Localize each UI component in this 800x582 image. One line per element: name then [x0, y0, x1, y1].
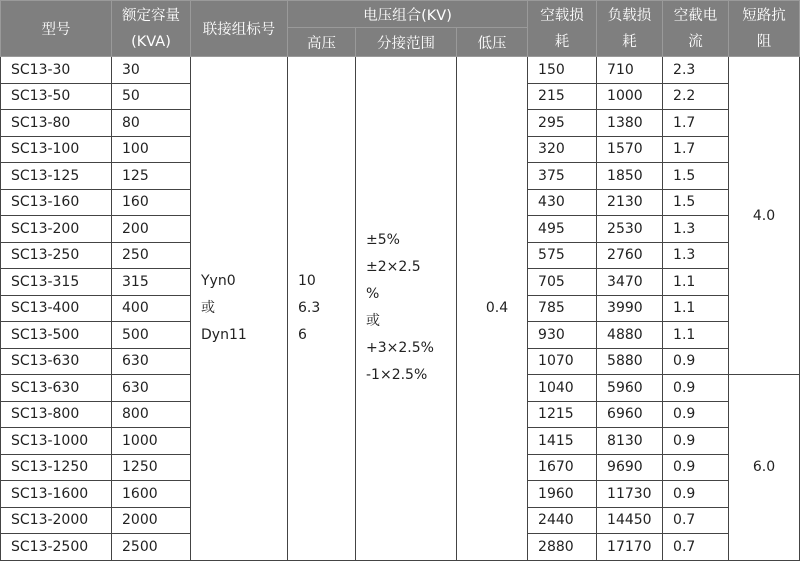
cell-no-load-current: 0.9 — [663, 428, 729, 455]
cell-impedance: 6.0 — [729, 375, 800, 561]
cell-capacity: 1250 — [112, 454, 191, 481]
cell-load-loss: 1000 — [597, 83, 663, 110]
cell-no-load-loss: 1070 — [528, 348, 597, 375]
cell-capacity: 800 — [112, 401, 191, 428]
header-impedance: 短路抗 阻 — [729, 1, 800, 57]
cell-no-load-current: 0.7 — [663, 534, 729, 561]
cell-no-load-loss: 1215 — [528, 401, 597, 428]
cell-high-voltage: 10 6.3 6 — [288, 57, 356, 561]
cell-no-load-loss: 1670 — [528, 454, 597, 481]
cell-capacity: 250 — [112, 242, 191, 269]
cell-load-loss: 3990 — [597, 295, 663, 322]
cell-load-loss: 8130 — [597, 428, 663, 455]
cell-model: SC13-500 — [1, 322, 112, 349]
cell-no-load-current: 0.9 — [663, 375, 729, 402]
cell-no-load-loss: 785 — [528, 295, 597, 322]
cell-no-load-loss: 375 — [528, 163, 597, 190]
header-tap-range: 分接范围 — [356, 28, 457, 57]
cell-model: SC13-400 — [1, 295, 112, 322]
cell-model: SC13-2000 — [1, 507, 112, 534]
cell-no-load-current: 1.5 — [663, 189, 729, 216]
header-hv: 高压 — [288, 28, 356, 57]
cell-no-load-current: 1.1 — [663, 295, 729, 322]
cell-no-load-loss: 1040 — [528, 375, 597, 402]
cell-model: SC13-1000 — [1, 428, 112, 455]
header-load-loss: 负载损 耗 — [597, 1, 663, 57]
cell-no-load-current: 1.7 — [663, 136, 729, 163]
cell-load-loss: 6960 — [597, 401, 663, 428]
cell-model: SC13-30 — [1, 57, 112, 84]
cell-capacity: 500 — [112, 322, 191, 349]
cell-no-load-loss: 430 — [528, 189, 597, 216]
cell-no-load-current: 0.9 — [663, 454, 729, 481]
header-no-load-loss: 空载损 耗 — [528, 1, 597, 57]
cell-model: SC13-630 — [1, 348, 112, 375]
cell-no-load-current: 0.9 — [663, 348, 729, 375]
cell-model: SC13-1250 — [1, 454, 112, 481]
cell-capacity: 30 — [112, 57, 191, 84]
header-no-load-current: 空截电 流 — [663, 1, 729, 57]
cell-impedance: 4.0 — [729, 57, 800, 375]
cell-capacity: 100 — [112, 136, 191, 163]
cell-capacity: 1000 — [112, 428, 191, 455]
header-lv: 低压 — [457, 28, 528, 57]
cell-capacity: 630 — [112, 348, 191, 375]
table-body — [1, 57, 800, 561]
cell-no-load-loss: 215 — [528, 83, 597, 110]
cell-model: SC13-2500 — [1, 534, 112, 561]
table-row — [1, 57, 800, 84]
cell-no-load-current: 1.1 — [663, 269, 729, 296]
cell-no-load-current: 2.3 — [663, 57, 729, 84]
cell-capacity: 2500 — [112, 534, 191, 561]
cell-model: SC13-800 — [1, 401, 112, 428]
cell-load-loss: 9690 — [597, 454, 663, 481]
cell-load-loss: 14450 — [597, 507, 663, 534]
cell-model: SC13-50 — [1, 83, 112, 110]
cell-no-load-loss: 150 — [528, 57, 597, 84]
cell-model: SC13-125 — [1, 163, 112, 190]
cell-load-loss: 2130 — [597, 189, 663, 216]
cell-load-loss: 3470 — [597, 269, 663, 296]
cell-load-loss: 2530 — [597, 216, 663, 243]
cell-connection-group: Yyn0 或 Dyn11 — [191, 57, 288, 561]
cell-model: SC13-100 — [1, 136, 112, 163]
cell-capacity: 630 — [112, 375, 191, 402]
cell-no-load-loss: 930 — [528, 322, 597, 349]
cell-no-load-current: 1.5 — [663, 163, 729, 190]
cell-load-loss: 5960 — [597, 375, 663, 402]
cell-model: SC13-200 — [1, 216, 112, 243]
cell-model: SC13-315 — [1, 269, 112, 296]
header-connection: 联接组标号 — [191, 1, 288, 57]
cell-no-load-loss: 495 — [528, 216, 597, 243]
cell-load-loss: 2760 — [597, 242, 663, 269]
cell-no-load-loss: 295 — [528, 110, 597, 137]
header-model: 型号 — [1, 1, 112, 57]
cell-no-load-loss: 2440 — [528, 507, 597, 534]
cell-no-load-current: 1.1 — [663, 322, 729, 349]
cell-model: SC13-1600 — [1, 481, 112, 508]
cell-no-load-loss: 320 — [528, 136, 597, 163]
cell-low-voltage: 0.4 — [457, 57, 528, 561]
cell-capacity: 50 — [112, 83, 191, 110]
cell-capacity: 200 — [112, 216, 191, 243]
cell-capacity: 2000 — [112, 507, 191, 534]
cell-no-load-current: 1.3 — [663, 242, 729, 269]
cell-load-loss: 1380 — [597, 110, 663, 137]
cell-no-load-loss: 1415 — [528, 428, 597, 455]
cell-load-loss: 1850 — [597, 163, 663, 190]
cell-capacity: 400 — [112, 295, 191, 322]
cell-no-load-loss: 2880 — [528, 534, 597, 561]
cell-no-load-current: 1.3 — [663, 216, 729, 243]
cell-load-loss: 17170 — [597, 534, 663, 561]
cell-capacity: 160 — [112, 189, 191, 216]
cell-load-loss: 710 — [597, 57, 663, 84]
cell-load-loss: 1570 — [597, 136, 663, 163]
cell-no-load-current: 2.2 — [663, 83, 729, 110]
cell-no-load-current: 0.9 — [663, 481, 729, 508]
cell-capacity: 1600 — [112, 481, 191, 508]
header-voltage-group: 电压组合(KV) — [288, 1, 528, 28]
cell-model: SC13-250 — [1, 242, 112, 269]
cell-tap-range: ±5% ±2×2.5 % 或 +3×2.5% -1×2.5% — [356, 57, 457, 561]
cell-load-loss: 11730 — [597, 481, 663, 508]
cell-no-load-current: 0.9 — [663, 401, 729, 428]
cell-model: SC13-630 — [1, 375, 112, 402]
cell-capacity: 125 — [112, 163, 191, 190]
cell-capacity: 315 — [112, 269, 191, 296]
cell-model: SC13-80 — [1, 110, 112, 137]
cell-no-load-loss: 1960 — [528, 481, 597, 508]
cell-no-load-loss: 705 — [528, 269, 597, 296]
cell-no-load-current: 0.7 — [663, 507, 729, 534]
cell-model: SC13-160 — [1, 189, 112, 216]
cell-capacity: 80 — [112, 110, 191, 137]
header-capacity: 额定容量 (KVA) — [112, 1, 191, 57]
cell-no-load-loss: 575 — [528, 242, 597, 269]
cell-load-loss: 4880 — [597, 322, 663, 349]
cell-no-load-current: 1.7 — [663, 110, 729, 137]
cell-load-loss: 5880 — [597, 348, 663, 375]
